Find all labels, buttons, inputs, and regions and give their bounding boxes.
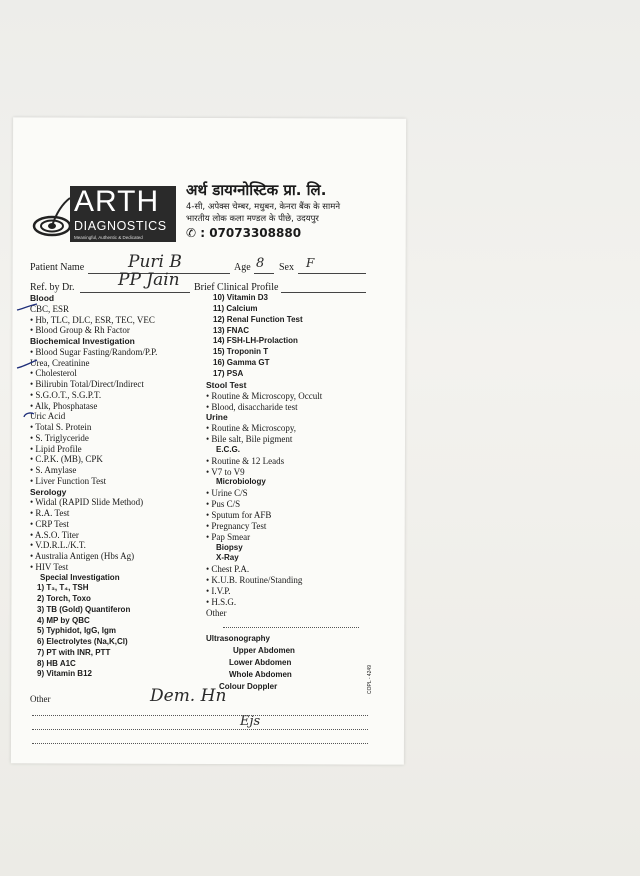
clinical-profile-line <box>281 292 366 293</box>
test-item: Urine <box>206 412 228 423</box>
phone-number: ✆ : 07073308880 <box>186 226 302 240</box>
ref-doctor-label: Ref. by Dr. <box>30 282 75 293</box>
test-item: • Blood Group & Rh Factor <box>30 325 130 336</box>
test-item: • A.S.O. Titer <box>30 529 79 540</box>
test-item: 13) FNAC <box>213 325 250 335</box>
signature-handwritten: Ejs <box>240 714 261 729</box>
test-item: • CRP Test <box>30 518 70 529</box>
test-item: • Routine & 12 Leads <box>206 455 285 466</box>
test-item: Other <box>206 607 227 618</box>
test-item: • Bile salt, Bile pigment <box>206 434 293 445</box>
test-item: 9) Vitamin B12 <box>37 669 92 679</box>
ref-doctor-line <box>80 292 190 293</box>
test-item: • Hb, TLC, DLC, ESR, TEC, VEC <box>30 314 155 325</box>
test-item: • S. Triglyceride <box>30 432 89 443</box>
test-item: • S. Amylase <box>30 465 77 475</box>
test-item: • Australia Antigen (Hbs Ag) <box>30 551 135 561</box>
test-item: • Blood Sugar Fasting/Random/P.P. <box>30 346 158 357</box>
other-dotted-line-1 <box>32 715 368 716</box>
other-right-dotted-line <box>223 627 359 628</box>
test-item: Urea, Creatinine <box>30 357 90 368</box>
other-label: Other <box>30 694 51 704</box>
test-item: 16) Gamma GT <box>213 358 270 368</box>
test-item: • Pap Smear <box>206 531 251 542</box>
usg-lower-abdomen: Lower Abdomen <box>229 658 292 667</box>
logo-box <box>70 186 176 242</box>
test-item: • V.D.R.L./K.T. <box>30 540 86 551</box>
test-item: • Lipid Profile <box>30 443 82 454</box>
test-item: Uric Acid <box>30 411 66 422</box>
logo-subtitle: DIAGNOSTICS <box>74 219 167 233</box>
test-item: • I.V.P. <box>206 585 231 596</box>
test-item: Special Investigation <box>40 572 120 582</box>
hindi-lab-name: अर्थ डायग्नोस्टिक प्रा. लि. <box>186 181 327 199</box>
patient-name-label: Patient Name <box>30 262 85 273</box>
sex-handwritten: F <box>306 256 315 270</box>
age-line <box>254 273 274 274</box>
test-item: • V7 to V9 <box>206 466 245 477</box>
test-item: • Alk, Phosphatase <box>30 400 98 411</box>
tick-mark-icon <box>16 358 38 370</box>
test-item: • HIV Test <box>30 561 69 572</box>
test-item: • R.A. Test <box>30 508 70 518</box>
usg-upper-abdomen: Upper Abdomen <box>233 646 295 655</box>
test-item: 11) Calcium <box>213 303 258 313</box>
test-item: • Liver Function Test <box>30 475 107 486</box>
test-item: 10) Vitamin D3 <box>213 293 268 302</box>
patient-name-handwritten: Puri B <box>128 252 182 272</box>
test-item: 6) Electrolytes (Na,K,Cl) <box>37 637 128 646</box>
test-item: 8) HB A1C <box>37 658 76 668</box>
ultrasonography-heading: Ultrasonography <box>206 634 271 643</box>
tick-mark-icon <box>22 410 36 420</box>
age-handwritten: 8 <box>256 256 265 271</box>
test-item: 5) Typhidot, IgG, Igm <box>37 626 116 636</box>
test-item: 15) Troponin T <box>213 347 269 357</box>
test-item: • Routine & Microscopy, Occult <box>206 390 323 401</box>
usg-colour-doppler: Colour Doppler <box>219 682 278 691</box>
arth-logo <box>32 182 178 244</box>
test-item: Blood <box>30 293 55 303</box>
eye-emblem-icon <box>32 196 72 242</box>
test-item: • Routine & Microscopy, <box>206 423 297 434</box>
test-item: Microbiology <box>216 477 266 487</box>
clinical-profile-label: Brief Clinical Profile <box>194 282 279 293</box>
sex-line <box>298 273 366 274</box>
test-item: • Widal (RAPID Slide Method) <box>30 497 144 508</box>
usg-whole-abdomen: Whole Abdomen <box>229 670 292 679</box>
test-item: CBC, ESR <box>30 303 70 314</box>
form-code-stamp: COPL - 4249 <box>367 665 373 694</box>
ref-doctor-handwritten: PP Jain <box>118 270 180 290</box>
age-label: Age <box>234 262 251 273</box>
test-item: • S.G.O.T., S.G.P.T. <box>30 389 102 400</box>
test-item: • Cholesterol <box>30 368 77 379</box>
test-item: E.C.G. <box>216 444 241 454</box>
test-item: • C.P.K. (MB), CPK <box>30 454 103 465</box>
test-item: Biochemical Investigation <box>30 336 135 346</box>
logo-tagline: Meaningful, Authentic & Dedicated <box>74 235 143 240</box>
test-item: • Blood, disaccharide test <box>206 401 298 412</box>
other-handwritten-note: Dem. Hn <box>150 686 227 706</box>
test-item: 17) PSA <box>213 368 244 378</box>
test-item: • Chest P.A. <box>206 564 250 575</box>
other-dotted-line-3 <box>32 743 368 744</box>
address-line-1: 4-सी, अपेक्स चेम्बर, मधुबन, केनरा बैंक के सामने <box>186 202 341 212</box>
test-item: 2) Torch, Toxo <box>37 594 91 603</box>
test-item: • Pus C/S <box>206 499 241 510</box>
test-item: • Bilirubin Total/Direct/Indirect <box>30 379 144 389</box>
test-item: 1) T₃, T₄, TSH <box>37 583 89 593</box>
test-item: Biopsy <box>216 542 243 552</box>
address-line-2: भारतीय लोक कला मण्डल के पीछे, उदयपुर <box>186 214 319 224</box>
test-item: • Urine C/S <box>206 488 248 499</box>
test-item: 12) Renal Function Test <box>213 314 303 324</box>
tick-mark-icon <box>16 302 38 312</box>
test-item: 14) FSH-LH-Prolaction <box>213 336 298 346</box>
test-item: • Total S. Protein <box>30 422 92 432</box>
test-item: • K.U.B. Routine/Standing <box>206 575 303 586</box>
other-dotted-line-2 <box>32 729 368 730</box>
test-item: • Sputum for AFB <box>206 510 272 520</box>
test-item: Serology <box>30 486 67 497</box>
test-item: 7) PT with INR, PTT <box>37 647 111 657</box>
test-item: • Pregnancy Test <box>206 520 267 531</box>
test-item: X-Ray <box>216 553 239 563</box>
test-item: 4) MP by QBC <box>37 615 90 625</box>
sex-label: Sex <box>279 262 294 273</box>
test-item: 3) TB (Gold) Quantiferon <box>37 604 131 614</box>
test-item: • H.S.G. <box>206 596 237 607</box>
logo-name: ARTH <box>74 185 160 218</box>
test-item: Stool Test <box>206 379 247 390</box>
